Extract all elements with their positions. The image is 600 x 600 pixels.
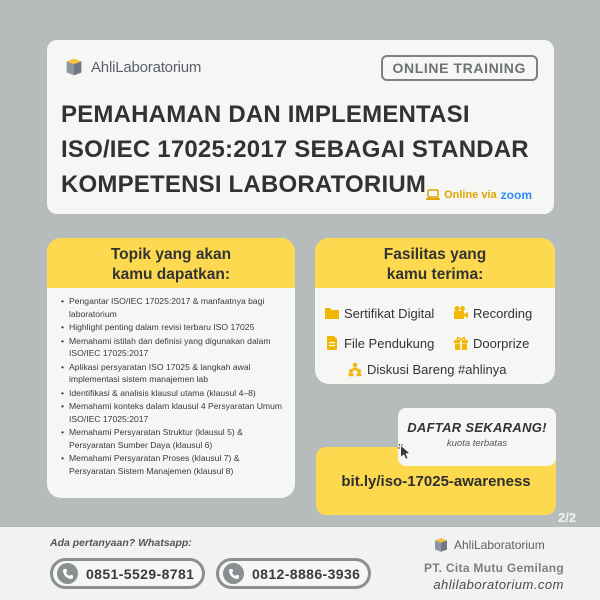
title-line-3: KOMPETENSI LABORATORIUM [61, 171, 427, 198]
list-item: • Pengantar ISO/IEC 17025:2017 & manfaatnya bagi laboratorium [61, 295, 285, 320]
page-title [61, 97, 541, 202]
zoom-label: zoom [500, 188, 532, 202]
facility-label: Sertifikat Digital [344, 305, 435, 321]
footer [0, 527, 600, 600]
laptop-icon [426, 189, 440, 201]
title-line-1: PEMAHAMAN DAN IMPLEMENTASI [61, 101, 470, 128]
facility-certificate [324, 305, 434, 321]
whatsapp-phone-1[interactable] [50, 558, 205, 589]
footer-logo [432, 536, 545, 554]
topics-list [47, 288, 295, 477]
gift-icon [453, 335, 469, 351]
registration-link[interactable]: bit.ly/iso-17025-awareness [316, 447, 556, 515]
list-item: • Highlight penting dalam revisi terbaru ISO 17025 [61, 321, 285, 334]
phone-icon [223, 563, 244, 584]
cursor-click-icon [398, 444, 412, 460]
topics-title-line-1: Topik yang akan [110, 246, 232, 263]
register-now-label: DAFTAR SEKARANG! [407, 420, 547, 435]
header-card [47, 40, 554, 214]
brand-name: AhliLaboratorium [91, 58, 202, 76]
facility-recording [453, 305, 532, 321]
topics-title-line-2: kamu dapatkan: [111, 266, 230, 283]
document-icon [324, 335, 340, 351]
company-name: PT. Cita Mutu Gemilang [424, 561, 564, 575]
footer-brand-name: AhliLaboratorium [454, 538, 545, 552]
list-item: • Memahami istilah dan definisi yang digunakan dalam ISO/IEC 17025:2017 [61, 335, 285, 360]
online-via-label: Online via [444, 189, 497, 201]
limited-quota-label: kuota terbatas [446, 438, 508, 449]
facilities-title [315, 238, 555, 288]
website-link[interactable]: ahlilaboratorium.com [433, 577, 564, 592]
question-label: Ada pertanyaan? Whatsapp: [50, 537, 192, 549]
folder-icon [324, 305, 340, 321]
facilities-title-line-2: kamu terima: [386, 266, 484, 283]
facility-file [324, 335, 434, 351]
topics-panel [47, 238, 295, 498]
phone-icon [57, 563, 78, 584]
list-item: • Memahami Persyaratan Proses (klausul 7) & Persyaratan Sistem Manajemen (klausul 8) [61, 452, 285, 477]
facility-doorprize [453, 335, 529, 351]
topics-title [47, 238, 295, 288]
video-camera-icon [453, 305, 469, 321]
phone-number-2: 0812-8886-3936 [252, 565, 361, 582]
list-item: • Identifikasi & analisis klausul utama (klausul 4–8) [61, 387, 285, 400]
whatsapp-phone-2[interactable] [216, 558, 371, 589]
list-item: • Aplikasi persyaratan ISO 17025 & langkah awal implementasi sistem manajemen lab [61, 361, 285, 386]
facility-label: Diskusi Bareng #ahlinya [367, 361, 507, 377]
online-via-zoom [426, 188, 532, 202]
facility-discussion [347, 361, 506, 377]
logo-icon [63, 56, 85, 78]
phone-number-1: 0851-5529-8781 [86, 565, 195, 582]
logo-icon [432, 536, 450, 554]
register-now-card[interactable] [398, 408, 556, 466]
facility-label: Recording [473, 305, 533, 321]
page-number: 2/2 [558, 510, 577, 525]
online-training-badge: ONLINE TRAINING [381, 55, 538, 81]
facility-label: File Pendukung [344, 335, 435, 351]
facilities-title-line-1: Fasilitas yang [383, 246, 487, 263]
list-item: • Memahami Persyaratan Struktur (klausul 5) & Persyaratan Sumber Daya (klausul 6) [61, 426, 285, 451]
facilities-panel [315, 238, 555, 384]
group-icon [347, 361, 363, 377]
title-line-2: ISO/IEC 17025:2017 SEBAGAI STANDAR [61, 136, 529, 163]
facility-label: Doorprize [473, 335, 530, 351]
brand-logo [63, 56, 201, 78]
list-item: • Memahami konteks dalam klausul 4 Persyaratan Umum ISO/IEC 17025:2017 [61, 400, 285, 425]
